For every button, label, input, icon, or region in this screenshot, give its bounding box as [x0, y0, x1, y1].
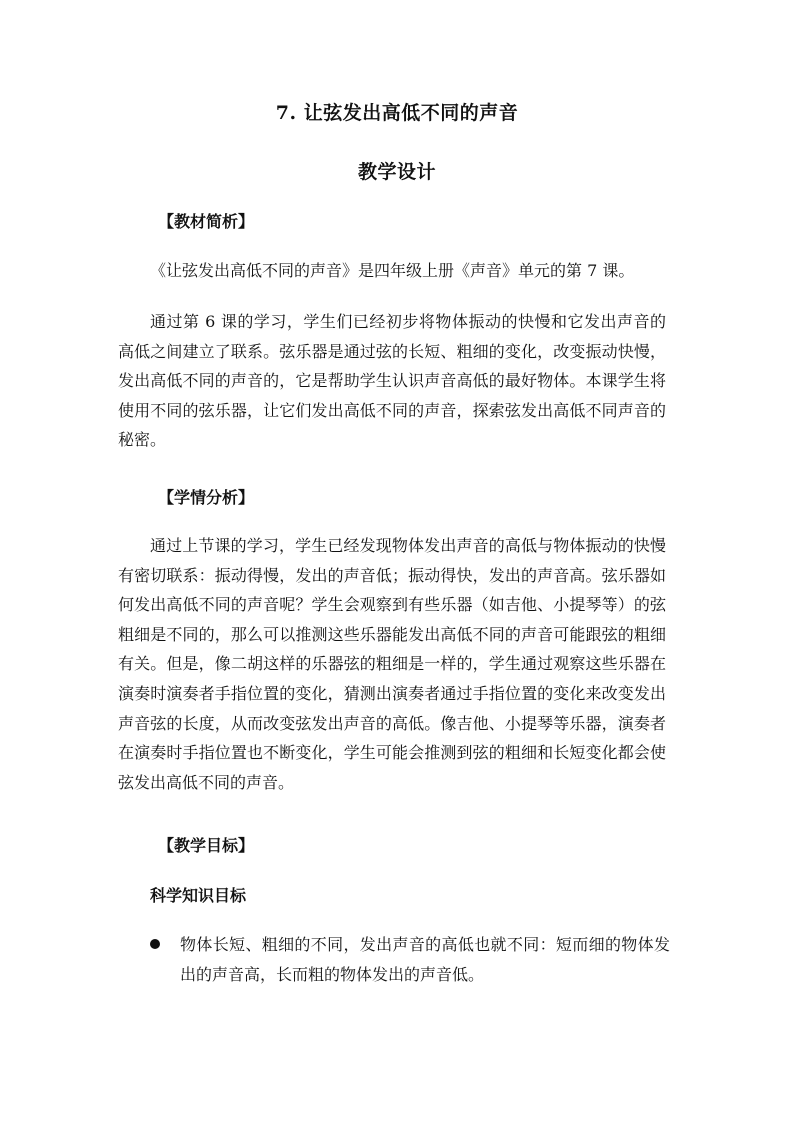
section-heading-material: 【教材简析】 — [158, 212, 255, 231]
material-paragraph-2: 通过第 6 课的学习，学生们已经初步将物体振动的快慢和它发出声音的高低之间建立了联系。弦乐器是通过弦的长短、粗细的变化，改变振动快慢，发出高低不同的声音的，它是帮助学生认识声音高低的最好物体。本课学生将使用不同的弦乐器，让它们发出高低不同的声音，探索弦发出高低不同声音的秘密。 — [118, 312, 666, 450]
bullet-icon — [150, 939, 160, 949]
document-title: 7. 让弦发出高低不同的声音 — [275, 102, 519, 124]
goals-bullet-text: 物体长短、粗细的不同，发出声音的高低也就不同：短而细的物体发出的声音高，长而粗的物体发出的声音低。 — [180, 935, 670, 984]
student-paragraph-1: 通过上节课的学习，学生已经发现物体发出声音的高低与物体振动的快慢有密切联系：振动得慢，发出的声音低；振动得快，发出的声音高。弦乐器如何发出高低不同的声音呢？学生会观察到有些乐器（如吉他、小提琴等）的弦粗细是不同的，那么可以推测这些乐器能发出高低不同的声音可能跟弦的粗细有关。但是，像二胡这样的乐器弦的粗细是一样的，学生通过观察这些乐器在演奏时演奏者手指位置的变化，猜测出演奏者通过手指位置的变化来改变发出声音弦的长度，从而改变弦发出声音的高低。像吉他、小提琴等乐器，演奏者在演奏时手指位置也不断变化，学生可能会推测到弦的粗细和长短变化都会使弦发出高低不同的声音。 — [118, 536, 666, 792]
document-subtitle: 教学设计 — [357, 161, 436, 183]
material-paragraph-1: 《让弦发出高低不同的声音》是四年级上册《声音》单元的第 7 课。 — [150, 261, 635, 280]
goals-subheading-knowledge: 科学知识目标 — [150, 886, 247, 905]
section-heading-goals: 【教学目标】 — [158, 836, 255, 855]
section-heading-student: 【学情分析】 — [158, 488, 255, 507]
